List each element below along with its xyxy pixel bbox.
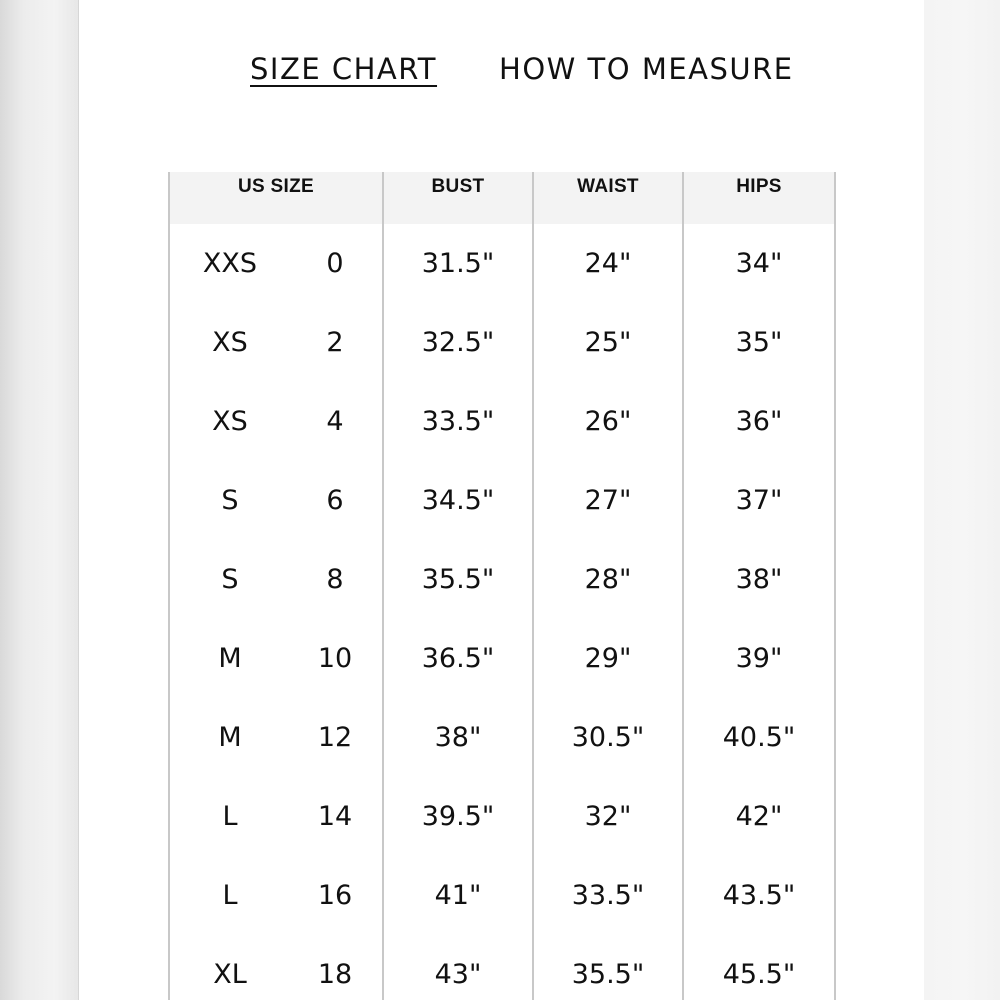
- size-letter: XS: [212, 406, 248, 437]
- header-bust: BUST: [383, 172, 533, 224]
- waist-cell: 35.5": [533, 935, 683, 1000]
- hips-cell: 45.5": [683, 935, 835, 1000]
- hips-cell: 34": [683, 224, 835, 303]
- us-size-group: [170, 248, 382, 279]
- hips-cell: 42": [683, 777, 835, 856]
- size-number: 18: [317, 959, 353, 990]
- us-size-group: [170, 643, 382, 674]
- bust-cell: 31.5": [383, 224, 533, 303]
- size-number: 10: [317, 643, 353, 674]
- size-number: 0: [326, 248, 344, 279]
- header-row: [169, 172, 835, 224]
- table-header: [169, 172, 835, 224]
- us-size-cell: [169, 382, 383, 461]
- bust-cell: 36.5": [383, 619, 533, 698]
- us-size-group: [170, 722, 382, 753]
- size-number: 4: [326, 406, 344, 437]
- size-letter: XXS: [202, 248, 258, 279]
- bust-cell: 32.5": [383, 303, 533, 382]
- waist-cell: 26": [533, 382, 683, 461]
- tab-how-to-measure[interactable]: HOW TO MEASURE: [499, 52, 794, 86]
- header-waist: WAIST: [533, 172, 683, 224]
- size-letter: L: [222, 801, 238, 832]
- header-us-size: US SIZE: [169, 172, 383, 224]
- us-size-cell: [169, 935, 383, 1000]
- bust-cell: 43": [383, 935, 533, 1000]
- size-number: 16: [317, 880, 353, 911]
- header-hips: HIPS: [683, 172, 835, 224]
- us-size-cell: [169, 224, 383, 303]
- waist-cell: 28": [533, 540, 683, 619]
- size-letter: S: [221, 564, 239, 595]
- waist-cell: 27": [533, 461, 683, 540]
- waist-cell: 25": [533, 303, 683, 382]
- hips-cell: 39": [683, 619, 835, 698]
- us-size-group: [170, 801, 382, 832]
- right-gutter: [924, 0, 1000, 1000]
- waist-cell: 24": [533, 224, 683, 303]
- tab-bar: [250, 52, 794, 87]
- hips-cell: 40.5": [683, 698, 835, 777]
- tab-size-chart[interactable]: SIZE CHART: [250, 52, 438, 86]
- size-letter: XS: [212, 327, 248, 358]
- size-number: 8: [326, 564, 344, 595]
- size-number: 14: [317, 801, 353, 832]
- size-letter: M: [218, 722, 242, 753]
- size-table-container: [168, 172, 834, 1000]
- size-letter: L: [222, 880, 238, 911]
- us-size-group: [170, 880, 382, 911]
- size-letter: M: [218, 643, 242, 674]
- table-row: [169, 698, 835, 777]
- table-row: [169, 777, 835, 856]
- us-size-cell: [169, 777, 383, 856]
- us-size-group: [170, 485, 382, 516]
- table-row: [169, 382, 835, 461]
- size-letter: S: [221, 485, 239, 516]
- bust-cell: 34.5": [383, 461, 533, 540]
- table-row: [169, 461, 835, 540]
- us-size-group: [170, 406, 382, 437]
- bust-cell: 33.5": [383, 382, 533, 461]
- table-body: [169, 224, 835, 1000]
- table-row: [169, 540, 835, 619]
- us-size-cell: [169, 698, 383, 777]
- us-size-group: [170, 327, 382, 358]
- hips-cell: 36": [683, 382, 835, 461]
- table-row: [169, 935, 835, 1000]
- table-row: [169, 856, 835, 935]
- size-number: 6: [326, 485, 344, 516]
- us-size-group: [170, 959, 382, 990]
- us-size-cell: [169, 303, 383, 382]
- size-number: 12: [317, 722, 353, 753]
- bust-cell: 38": [383, 698, 533, 777]
- bust-cell: 35.5": [383, 540, 533, 619]
- us-size-cell: [169, 619, 383, 698]
- us-size-cell: [169, 856, 383, 935]
- waist-cell: 32": [533, 777, 683, 856]
- left-gutter: [0, 0, 79, 1000]
- hips-cell: 37": [683, 461, 835, 540]
- hips-cell: 35": [683, 303, 835, 382]
- us-size-group: [170, 564, 382, 595]
- bust-cell: 41": [383, 856, 533, 935]
- table-row: [169, 619, 835, 698]
- table-row: [169, 303, 835, 382]
- size-table: [168, 172, 836, 1000]
- waist-cell: 29": [533, 619, 683, 698]
- hips-cell: 43.5": [683, 856, 835, 935]
- hips-cell: 38": [683, 540, 835, 619]
- size-number: 2: [326, 327, 344, 358]
- bust-cell: 39.5": [383, 777, 533, 856]
- waist-cell: 30.5": [533, 698, 683, 777]
- us-size-cell: [169, 540, 383, 619]
- waist-cell: 33.5": [533, 856, 683, 935]
- us-size-cell: [169, 461, 383, 540]
- size-letter: XL: [213, 959, 247, 990]
- table-row: [169, 224, 835, 303]
